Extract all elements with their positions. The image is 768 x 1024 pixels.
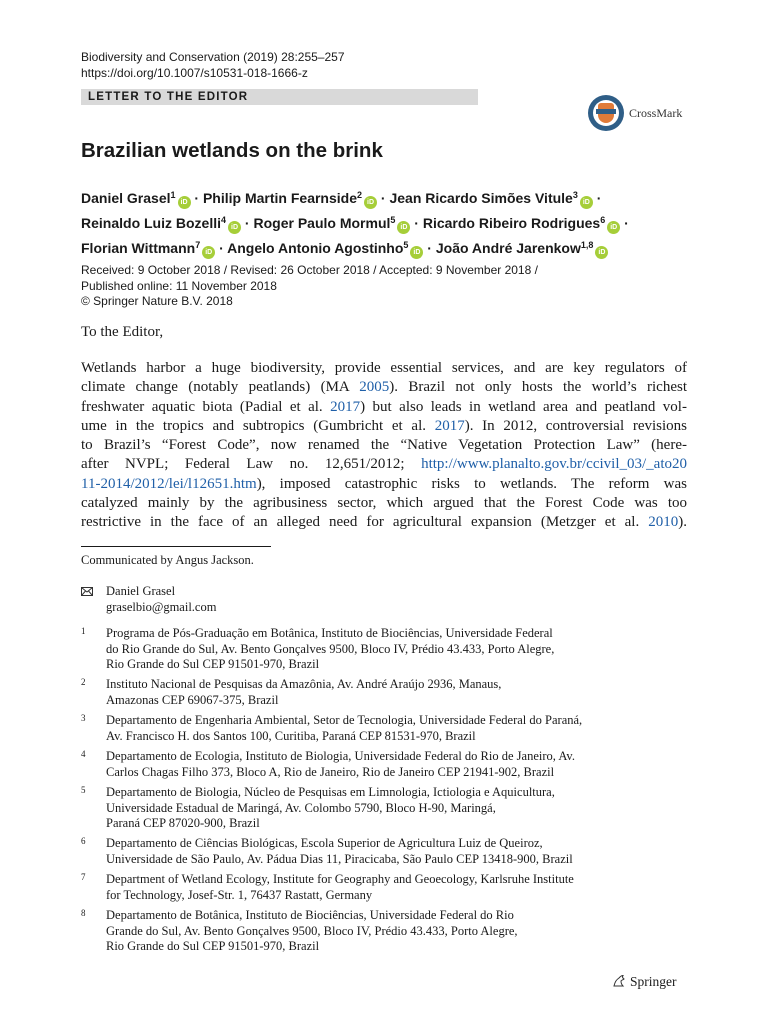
body-text-run: freshwater aquatic biota (Padial et al. [81,398,331,415]
body-line [81,513,687,532]
citation-link[interactable]: 2010 [648,514,679,531]
publisher-name: Springer [630,974,677,989]
author-affiliation-ref: 1 [170,190,176,200]
orcid-icon[interactable]: iD [228,221,241,234]
doi-link[interactable]: https://doi.org/10.1007/s10531-018-1666-z [81,66,308,80]
affiliation-line: Instituto Nacional de Pesquisas da Amazônia, Av. André Araújo 2936, Manaus, [106,677,502,691]
author-separator: · [592,190,602,206]
affiliation-number: 6 [81,836,86,846]
affiliation-number: 3 [81,713,86,723]
author-list [81,184,681,259]
journal-citation: Biodiversity and Conservation (2019) 28:255–257 [81,50,345,64]
body-text-run: ), imposed catastrophic risks to wetlands. The reform was [256,475,687,492]
affiliation-line: Carlos Chagas Filho 373, Bloco A, Rio de Janeiro, Rio de Janeiro CEP 21941-902, Brazil [106,764,555,779]
crossmark-label: CrossMark [629,106,683,120]
article-title: Brazilian wetlands on the brink [81,139,383,162]
author-name: Angelo Antonio Agostinho [227,240,404,256]
affiliation-line: Departamento de Ciências Biológicas, Escola Superior de Agricultura Luiz de Queiroz, [106,836,543,850]
dates-received-revised-accepted: Received: 9 October 2018 / Revised: 26 October 2018 / Accepted: 9 November 2018 / [81,263,538,277]
affiliation-number: 5 [81,785,86,795]
affiliation-line: Rio Grande do Sul CEP 91501-970, Brazil [106,657,320,671]
author-name: Reinaldo Luiz Bozelli [81,215,222,231]
body-line: to Brazil’s “Forest Code”, now renamed the “Native Vegetation Protection Law” (here- [81,437,687,454]
law-url-link-continued[interactable]: 11-2014/2012/lei/l12651.htm [81,475,257,492]
law-url-link[interactable]: http://www.planalto.gov.br/ccivil_03/_ato20 [421,456,687,473]
salutation: To the Editor, [81,324,164,340]
author-name: Jean Ricardo Simões Vitule [389,190,573,206]
author-name: Daniel Grasel [81,190,171,206]
affiliation-line: Grande do Sul, Av. Bento Gonçalves 9500, Bloco IV, Prédio 43.433, Porto Alegre, [106,923,518,938]
copyright-notice: © Springer Nature B.V. 2018 [81,294,233,308]
author-affiliation-ref: 5 [390,215,396,225]
affiliation-line: Universidade Estadual de Maringá, Av. Colombo 5790, Bloco H-90, Maringá, [106,800,496,815]
affiliation-number: 8 [81,908,86,918]
author-name: Roger Paulo Mormul [253,215,391,231]
author-separator: · [620,215,629,231]
body-text-run: ume in the tropics and subtropics (Gumbricht et al. [81,417,435,434]
body-text-run: ). [678,514,687,531]
orcid-icon[interactable]: iD [397,221,410,234]
author-separator: · [377,190,390,206]
author-separator: · [410,215,423,231]
affiliation-number: 7 [81,872,86,882]
publisher-logo [612,974,677,990]
orcid-icon[interactable]: iD [364,196,377,209]
author-separator: · [423,240,436,256]
body-line [81,455,687,474]
affiliation-line: Departamento de Botânica, Instituto de Biociências, Universidade Federal do Rio [106,908,514,922]
body-line [81,378,687,397]
author-affiliation-ref: 2 [357,190,363,200]
author-affiliation-ref: 3 [572,190,578,200]
author-name: João André Jarenkow [435,240,581,256]
body-text-run: ). Brazil not only hosts the world’s richest [389,379,687,396]
body-text-run: ). In 2012, controversial revisions [464,417,687,434]
author-separator: · [190,190,203,206]
body-text-run: ) but also leads in wetland area and peatland vol- [360,398,687,415]
author-name: Florian Wittmann [81,240,196,256]
orcid-icon[interactable]: iD [595,246,608,259]
communicated-by: Communicated by Angus Jackson. [81,553,254,567]
body-line: catalyzed mainly by the agribusiness sector, which argued that the Forest Code was too [81,495,687,512]
author-affiliation-ref: 1,8 [580,240,594,250]
body-paragraph [81,359,687,533]
correspondent-email[interactable]: graselbio@gmail.com [106,599,217,614]
affiliation-line: Paraná CEP 87020-900, Brazil [106,816,260,830]
author-affiliation-ref: 5 [403,240,409,250]
author-separator: · [241,215,254,231]
affiliation-number: 2 [81,677,86,687]
author-separator: · [215,240,228,256]
author-name: Ricardo Ribeiro Rodrigues [422,215,601,231]
author-line-3 [81,234,681,259]
article-type-banner: LETTER TO THE EDITOR [81,89,478,105]
author-affiliation-ref: 6 [600,215,606,225]
affiliation-line: Amazonas CEP 69067-375, Brazil [106,692,279,707]
affiliation-line: Programa de Pós-Graduação em Botânica, Instituto de Biociências, Universidade Federal [106,626,553,640]
body-line [81,475,687,494]
footnote-divider [81,546,271,547]
orcid-icon[interactable]: iD [607,221,620,234]
affiliation-line: for Technology, Josef-Str. 1, 76437 Rastatt, Germany [106,887,373,902]
body-text-run: climate change (notably peatlands) (MA [81,379,360,396]
citation-link[interactable]: 2017 [330,398,361,415]
affiliation-line: Av. Francisco H. dos Santos 100, Curitiba, Paraná CEP 81531-970, Brazil [106,728,476,743]
affiliation-line: Department of Wetland Ecology, Institute for Geography and Geoecology, Karlsruhe Institute [106,872,574,886]
affiliation-number: 4 [81,749,86,759]
crossmark-badge[interactable] [588,95,698,133]
affiliation-number: 1 [81,626,86,636]
affiliation-line: Departamento de Ecologia, Instituto de Biologia, Universidade Federal do Rio de Janeiro, Av. [106,749,575,763]
orcid-icon[interactable]: iD [202,246,215,259]
journal-header [81,49,345,81]
correspondent-name: Daniel Grasel [106,584,176,598]
citation-link[interactable]: 2005 [359,379,390,396]
affiliation-line: Departamento de Engenharia Ambiental, Setor de Tecnologia, Universidade Federal do Paraná, [106,713,583,727]
envelope-icon [81,587,93,596]
body-text-run: restrictive in the face of an alleged need for agricultural expansion (Metzger et al. [81,514,649,531]
author-line-2 [81,209,681,234]
body-line [81,417,687,436]
affiliation-line: Universidade de São Paulo, Av. Pádua Dias 11, Piracicaba, São Paulo CEP 13418-900, Brazil [106,851,573,866]
crossmark-icon [588,95,624,131]
springer-horse-icon [612,974,626,988]
affiliation-line: do Rio Grande do Sul, Av. Bento Gonçalves 9500, Bloco IV, Prédio 43.433, Porto Alegre, [106,641,555,656]
orcid-icon[interactable]: iD [178,196,191,209]
author-name: Philip Martin Fearnside [202,190,357,206]
author-line-1 [81,184,681,209]
orcid-icon[interactable]: iD [580,196,593,209]
orcid-icon[interactable]: iD [410,246,423,259]
body-text-run: after NVPL; Federal Law no. 12,651/2012; [81,456,422,473]
body-line [81,398,687,417]
affiliation-line: Rio Grande do Sul CEP 91501-970, Brazil [106,939,320,953]
dates-published-online: Published online: 11 November 2018 [81,278,277,293]
body-line: Wetlands harbor a huge biodiversity, provide essential services, and are key regulators of [81,360,687,376]
publication-dates [81,263,538,310]
author-affiliation-ref: 7 [195,240,201,250]
citation-link[interactable]: 2017 [434,417,465,434]
affiliation-line: Departamento de Biologia, Núcleo de Pesquisas em Limnologia, Ictiologia e Aquicultura, [106,785,555,799]
author-affiliation-ref: 4 [221,215,227,225]
